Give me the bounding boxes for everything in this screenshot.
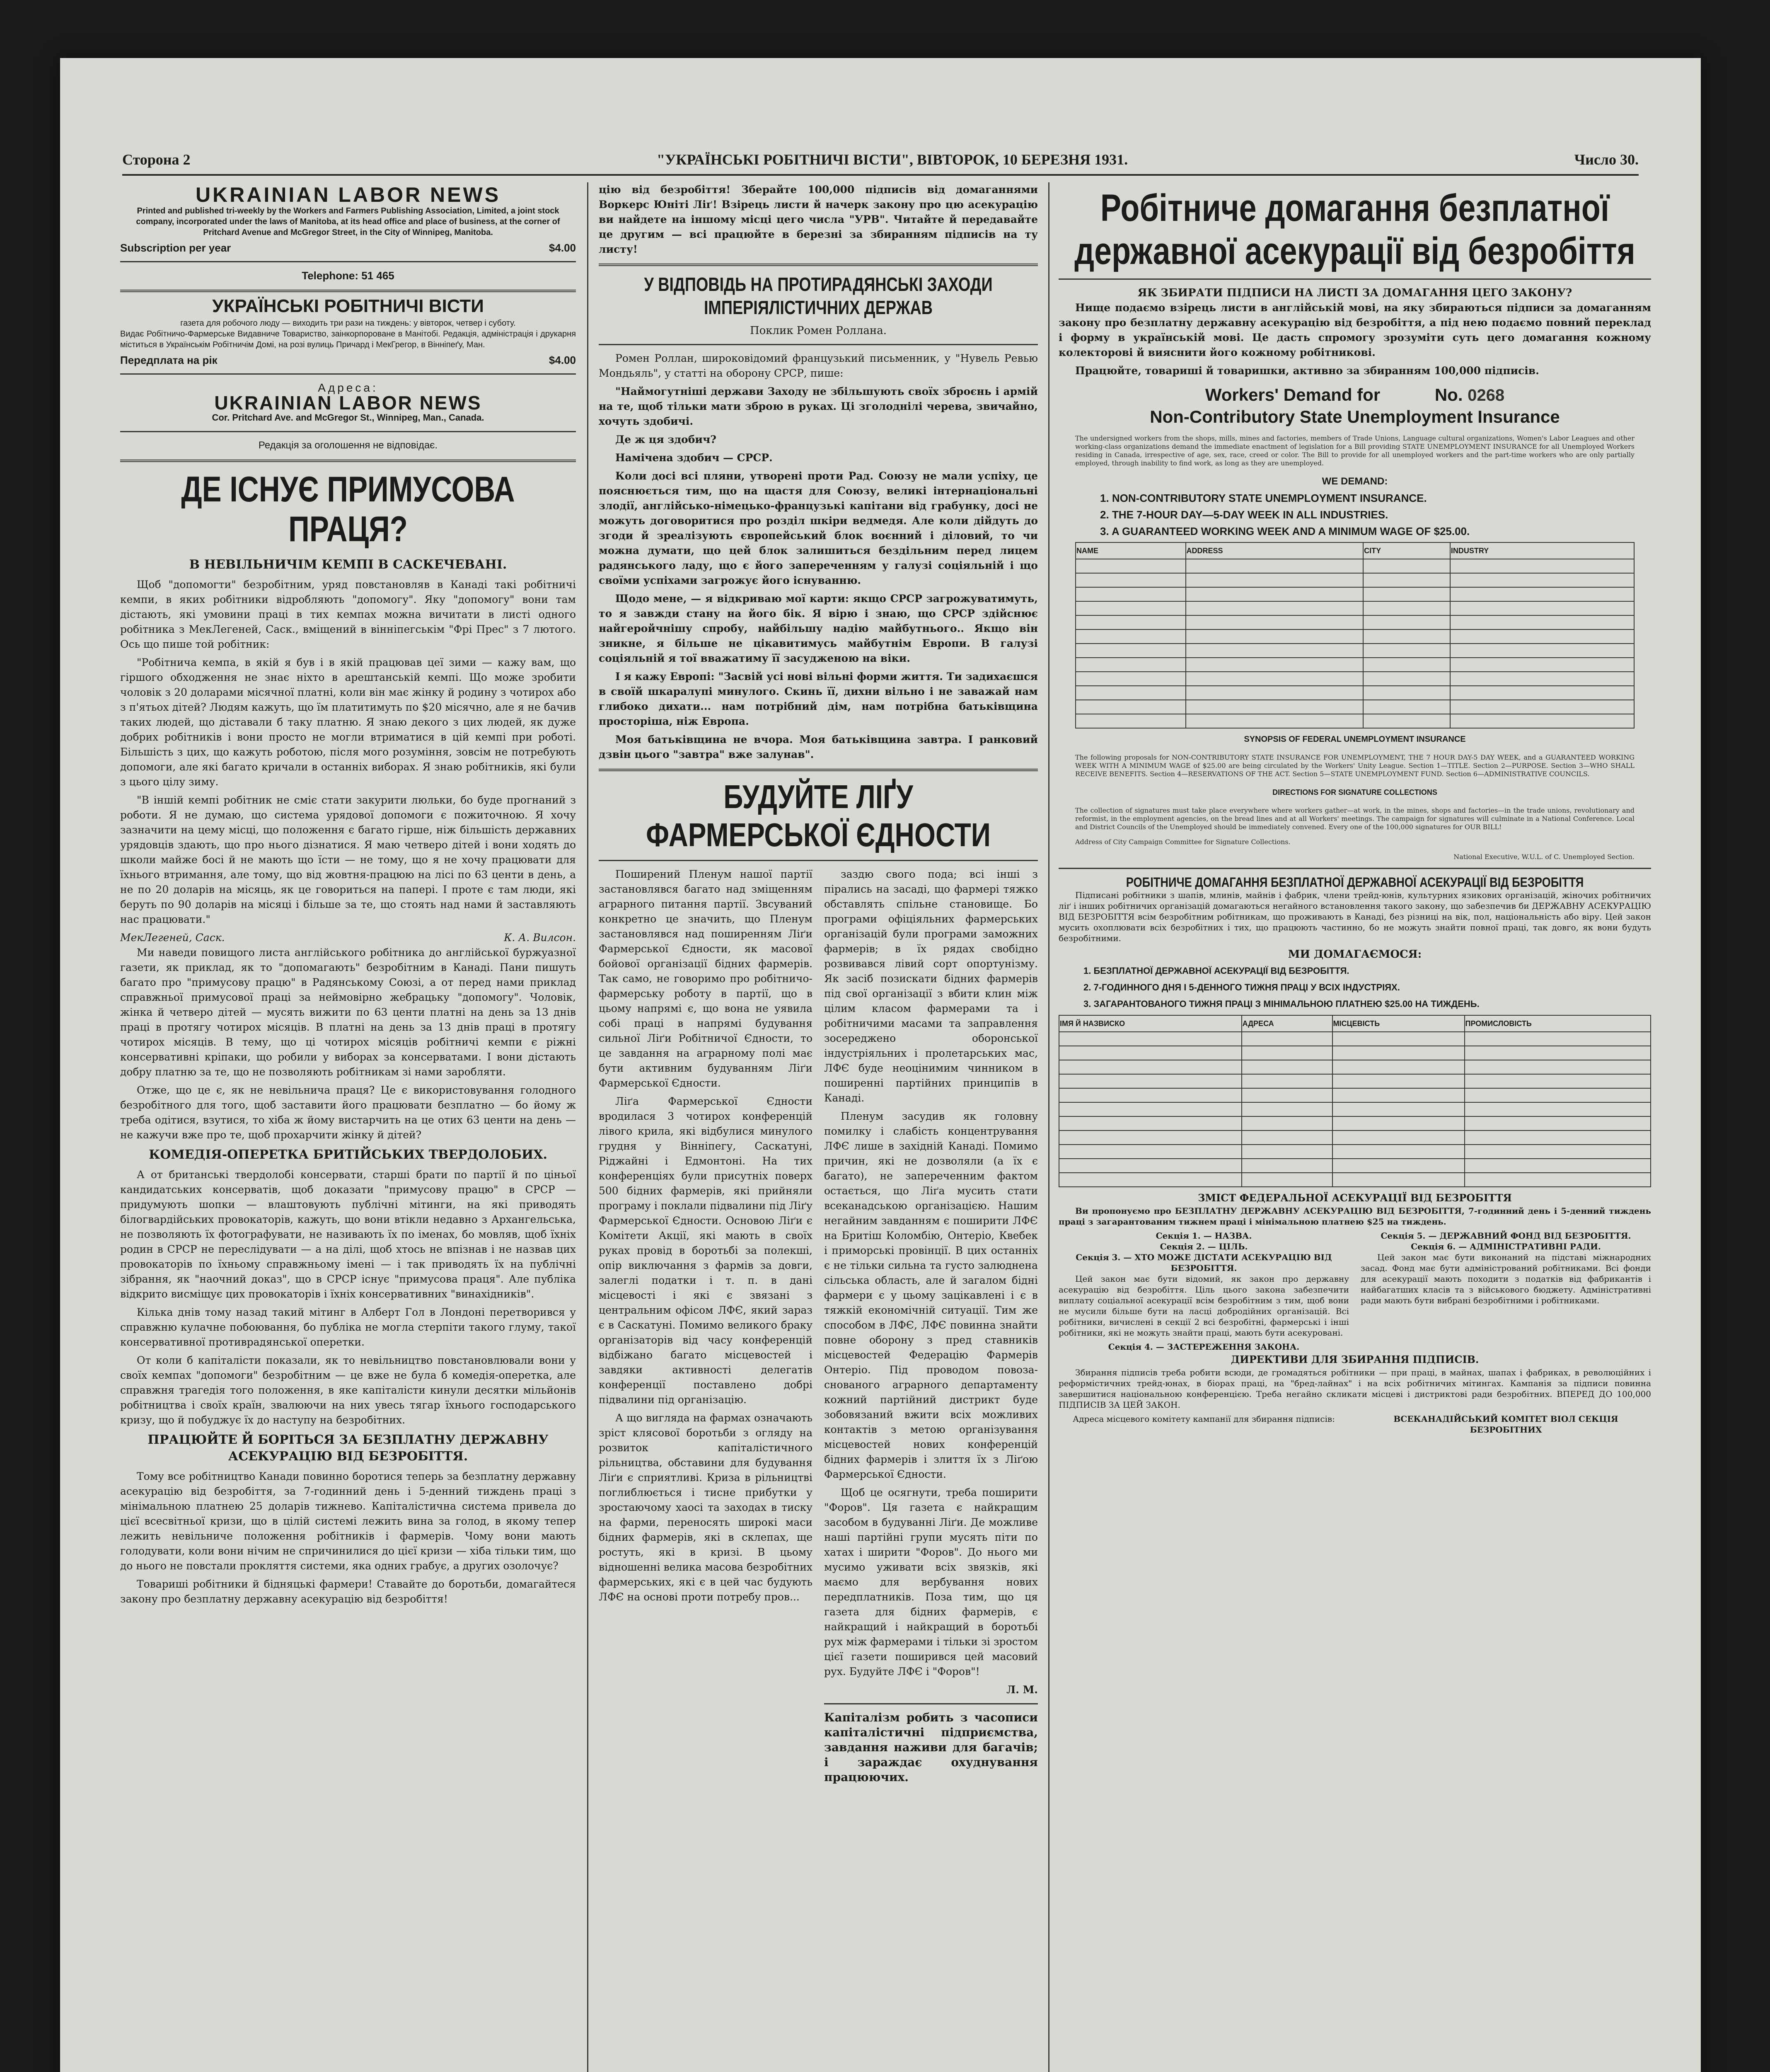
how-to-collect-subhead: ЯК ЗБИРАТИ ПІДПИСИ НА ЛИСТІ ЗА ДОМАГАННЯ ЦЕГО ЗАКОНУ? xyxy=(1137,287,1572,299)
demand-item: 3. A GUARANTEED WORKING WEEK AND A MINIMUM WAGE OF $25.00. xyxy=(1100,525,1470,537)
form-blurb: The undersigned workers from the shops, mills, mines and factories, members of Trade Unions, Language cultural organizations, Women's Labor Leagues and other working-class organizations demand the immediate enactment of legislation for a Bill providing STATE UNEMPLOYMENT INSURANCE for all Unemployed Workers residing in Canada, irrespective of age, sex, race, creed or color. The Bill to provide for all unemployed workers and the part-time workers who are only partially employed, through inability to find work, as long as they are unemployed. xyxy=(1075,434,1635,467)
signature-row[interactable] xyxy=(1076,629,1634,644)
page-header xyxy=(122,145,1639,176)
form-number: 0268 xyxy=(1468,386,1505,404)
section-text: Цей закон має бути відомий, як закон про державну асекурацію від безробіття. Ціль цього закона забезпечити виплату соціальної асекурації всім безробітним з тим, щоб вони не мусили більше бути на ласці добродійних організацій. Всі робітники, вичислені в секції 2 всі безробітні, фармерські і інші робітники, які не можуть знайти праці, мають бути асекуровані. xyxy=(1059,1274,1349,1338)
signature-row[interactable] xyxy=(1059,1116,1651,1130)
article-paragraph: заздю свого пода; всі інші з пірались на засаді, що фармері тяжко обставлять спільне становище. Бо програми офіціяльних фармерських організацій були програми заможних фармерів; в їх рядах свобідно розвивався лівий сорт опортунізму. Як засіб позискати бідних фармерів під свої організації з вбити клин між цілим класом фармерами та і робітничими масами та заправлення зосереджено оборонської індустріяльних і пролетарських мас, ЛФЄ буде неоцінимим чинником в поширенні партійних принципів в Канаді. xyxy=(824,868,1038,1104)
article-paragraph: Товариші робітники й бідняцькі фармери! Ставайте до боротьби, домагайтеся закону про безплатну державну асекурацію від безробіття! xyxy=(120,1578,576,1605)
ukrainian-masthead-schedule: газета для робочого люду — виходить три рази на тиждень: у вівторок, четвер і суботу. xyxy=(180,319,516,328)
signature-row[interactable] xyxy=(1076,615,1634,629)
subscription-label: Subscription per year xyxy=(120,242,231,254)
signature-row[interactable] xyxy=(1076,672,1634,686)
slogan-box: Капіталізм робить з часописи капіталістичні підприємства, завдання наживи для багачів; і зараждає охуднування працюючих. xyxy=(824,1711,1038,1784)
section-heading: Секція 2. — ЦІЛЬ. xyxy=(1160,1242,1248,1251)
paper-date-line: "УКРАЇНСЬКІ РОБІТНИЧІ ВІСТИ", ВІВТОРОК, 10 БЕРЕЗНЯ 1931. xyxy=(657,151,1128,168)
article-paragraph: Ромен Роллан, широковідомий французький письменник, у "Нувель Ревью Мондьяль", у статті на оборону СРСР, пише: xyxy=(599,352,1038,379)
signature-row[interactable] xyxy=(1059,1074,1651,1088)
signature-table xyxy=(1075,542,1635,729)
letter-signature xyxy=(120,930,576,945)
column-header-industry: INDUSTRY xyxy=(1450,542,1634,559)
headline-insurance-demand: Робітниче домагання безплатної державної асекурації від безробіття xyxy=(1074,187,1635,272)
article-paragraph: Ліґа Фармерської Єдности вродилася 3 чотирох конференцій лівого крила, які відбулися минулого грудня у Вінніпегу, Саскатуні, Ріджайні і Едмонтоні. На тих конференціях були присутніх поверх 500 бідних фармерів, які прийняли програму і поклали підвалини під Ліґу Фармерської Єдности. Основою Ліґи є Комітети Акції, які мають в своїх руках провід в боротьбі за полекші, опір виключання з фармів за довги, залеглі податки і т. п. в дані місцевості і які є звязані з центральним офісом ЛФЄ, який зараз є в Саскатуні. Помимо великого браку організаторів від часу конференцій відбіжано багато місцевостей і завдяки активності делегатів конференції поставлено добрі підвалини під організацію. xyxy=(599,1095,813,1406)
form-title xyxy=(1075,384,1635,406)
section-heading: Секція 3. — ХТО МОЖЕ ДІСТАТИ АСЕКУРАЦІЮ ВІД БЕЗРОБІТТЯ. xyxy=(1076,1252,1332,1273)
subhead-comedy: КОМЕДІЯ-ОПЕРЕТКА БРИТІЙСЬКИХ ТВЕРДОЛОБИХ. xyxy=(149,1147,547,1162)
signature-row[interactable] xyxy=(1076,686,1634,700)
form-number-label: No. xyxy=(1434,385,1463,404)
signature-row[interactable] xyxy=(1076,601,1634,615)
ukrainian-demand-item: 1. БЕЗПЛАТНОЇ ДЕРЖАВНОЇ АСЕКУРАЦІЇ ВІД БЕЗРОБІТТЯ. xyxy=(1083,966,1349,976)
directions-text: The collection of signatures must take place everywhere where workers gather—at work, in the mines, shops and factories—in the trade unions, revolutionary and reformist, in the employment agencies, on the bread lines and at all Workers' meetings. The campaign for signatures will culminate in a National Conference. Local and District Councils of the Unemployed should be immediately convened. Every one of the 100,000 signatures for OUR BILL! xyxy=(1075,806,1635,831)
column-1 xyxy=(120,182,576,2072)
address-label: Адреса: xyxy=(318,381,378,394)
synopsis-title: SYNOPSIS OF FEDERAL UNEMPLOYMENT INSURANCE xyxy=(1244,735,1466,744)
directions-title: DIRECTIONS FOR SIGNATURE COLLECTIONS xyxy=(1272,788,1437,796)
column-header-name: NAME xyxy=(1076,542,1186,559)
issue-number: Число 30. xyxy=(1574,151,1639,168)
section-heading: Секція 1. — НАЗВА. xyxy=(1156,1231,1252,1241)
farmers-league-article xyxy=(599,867,1038,1788)
article-paragraph: "Наймогутніші держави Заходу не збільшують своїх зброєнь і армій на те, щоб тільки мати зброю в руках. Ці зголоднілі черева, звичайно, хочуть здобичі. xyxy=(599,385,1038,427)
signature-row[interactable] xyxy=(1059,1088,1651,1102)
article-paragraph: А от британські твердолобі консервати, старші брати по партії й по ціньої кандидатських консерватів, щоб доказати "примусову працю" в СРСР — придумують шопки — влаштовують публічні мітинги, на які приводять білогвардійських провокаторів, кажуть, що вони втікли недавно з Архангельська, не позволяють їх фотографувати, не називають їх по іменах, бо мовляв, щоб їхніх родин в СРСР не переслідувати — а на ділі, щоб хтось не впізнав і не назвав цих провокаторів по їхньому справжньому імені — і так приводять їх на публічні зібрання, як "наочний доказ", що в СРСР існує "примусова праця". Але публіка відкрито висміщує цих провокаторів і їхніх консервативних "винахідників". xyxy=(120,1169,576,1300)
ukrainian-sign-off: ВСЕКАНАДІЙСЬКИЙ КОМІТЕТ ВІОЛ СЕКЦІЯ БЕЗРОБІТНИХ xyxy=(1393,1414,1618,1435)
intro-paragraph: Працюйте, товариші й товаришки, активно за збиранням 100,000 підписів. xyxy=(1075,365,1539,377)
ukrainian-footer xyxy=(1059,1414,1651,1435)
article-signature: Л. М. xyxy=(1006,1684,1038,1696)
synopsis-text: The following proposals for NON-CONTRIBUTORY STATE INSURANCE FOR UNEMPLOYMENT, THE 7 HOUR DAY-5 DAY WEEK, and a GUARANTEED WORKING WEEK WITH A MINIMUM WAGE of $25.00 are being circulated by the Workers' Unity League. Section 1—TITLE. Section 2—PURPOSE. Section 3—WHO SHALL RECEIVE BENEFITS. Section 4—RESERVATIONS OF THE ACT. Section 5—STATE UNEMPLOYMENT FUND. Section 6—ADMINISTRATIVE COUNCILS. xyxy=(1075,753,1635,778)
address-name: UKRAINIAN LABOR NEWS xyxy=(214,392,482,414)
english-masthead-blurb: Printed and published tri-weekly by the Workers and Farmers Publishing Association, Limited, a joint stock company, incorporated under the laws of Manitoba, at its head office and place of business, at the corner of Pritchard Avenue and McGregor Street, in the City of Winnipeg, Manitoba. xyxy=(136,206,560,237)
we-demand-label: WE DEMAND: xyxy=(1322,476,1388,487)
ukrainian-masthead-title: УКРАЇНСЬКІ РОБІТНИЧІ ВІСТИ xyxy=(212,296,484,316)
column-header-industry: ПРОМИСЛОВІСТЬ xyxy=(1465,1015,1651,1032)
column-3 xyxy=(1059,182,1651,2072)
ukrainian-address-line: Адреса місцевого комітету кампанії для збирання підписів: xyxy=(1073,1414,1335,1424)
section-heading: Секція 6. — АДМІНІСТРАТИВНІ РАДИ. xyxy=(1411,1242,1601,1251)
ukr-subscription-row xyxy=(120,353,576,368)
ukrainian-directions-title: ДИРЕКТИВИ ДЛЯ ЗБИРАННЯ ПІДПИСІВ. xyxy=(1231,1353,1479,1365)
ukrainian-directions-text: Збирання підписів треба робити всюди, де громадяться робітники — при праці, в майнах, шапах і фабриках, в революційних і реформістичних трейд-юнах, в біорах праці, на "бред-лайнах" і на всіх робітничих мітингах. Кампанія за підписи повинна завершитися національною конференцією. Треба негайно скликати місцеві і дистриктові ради безробітних. ВПЕРЕД ДО 100,000 ПІДПИСІВ ЗА ЦЕЙ ЗАКОН. xyxy=(1059,1368,1651,1410)
address-line: Cor. Pritchard Ave. and McGregor St., Winnipeg, Man., Canada. xyxy=(212,412,484,423)
signature-row[interactable] xyxy=(1076,714,1634,728)
page-number: Сторона 2 xyxy=(122,151,191,168)
signature-place: МекЛегеней, Саск. xyxy=(120,932,225,944)
section-text: Цей закон має бути виконаний на підставі міжнародних засад. Фонд має бути адміністрований робітниками. Всі фонди для асекурації мають походити з податків від фабрикантів і найбагатших класів та з військового бюджету. Адміністративні ради мають бути вибрані безробітними і робітниками. xyxy=(1361,1252,1651,1305)
article-paragraph: Ми наведи повищого листа англійського робітника до англійської буржуазної газети, як приклад, як то "допомагають" безробітним в Канаді. Пани пишуть багато про "примусову працю" в Радянському Союзі, а от перед нами приклад справжньої примусової праці за неймовірно жебрацьку "допомогу". Чоловік, жінка й четверо дітей — мусять вижити по 63 центи платні на день за 13 днів праці в протягу чотирох місяців. В платні на день за 13 днів праці в протягу чотирох місяців. В тему, що ці чотирох місяців робітничі кемпи є ріжні консервативні кріпаки, що робили у виборах за консерватами. І вони дістають добру платню за те, що не позволяють робітникам зі нами заробляти. xyxy=(120,946,576,1078)
article-paragraph: Пленум засудив як головну помилку і слабість концентрування ЛФЄ лише в західній Канаді. Помимо причин, які не дозволяли (а їх є багато), не запереченним фактом остається, що Ліґа мусить стати всеканадською організацією. Нашим негайним завданням є поширити ЛФЄ на Бритіш Коломбію, Онтеріо, Квебек і приморські провінції. В цих останніх є не тільки сильна та густо залюднена сільська область, але й загалом бідні фармери є у цьому зацікавлені і є в тяжкій економічній ситуації. Тим же способом в ЛФЄ, ЛФЄ повинна знайти повне оборону з пред ставників місцевостей Федерацію Фармерів Онтеріо. Під проводом повозаснованого аграрного департаменту кожний партійний дистрикт буде зобовязаний вжити всіх можливих контактів з метою організування місцевостей нових конференцій бідних фармерів і злиття їх з Ліґою Фармерської Єдности. xyxy=(824,1110,1038,1480)
signature-row[interactable] xyxy=(1059,1102,1651,1116)
article-paragraph: Коли досі всі пляни, утворені проти Рад. Союзу не мали успіху, це пояснюється тим, що на щастя для Союзу, великі інтернаціональні злодії, англійсько-німецько-французькі капітани від грабунку, досі не можуть договоритися про розділ шкіри ведмедя. Але коли дійдуть до згоди й зреалізують європейський блок воєнний і діловий, то чи можна думати, що цей блок залишиться бездільним перед лицем радянського ладу, що є його запереченням у галузі соціяльній і що своїми успіхами загрожує його існуванню. xyxy=(599,470,1038,586)
signature-row[interactable] xyxy=(1059,1130,1651,1145)
signature-row[interactable] xyxy=(1076,587,1634,601)
article-paragraph: А що вигляда на фармах означають зріст клясової боротьби з огляду на розвиток капіталістичного рільництва, обставини для будування Ліґи є сприятливі. Криза в рільництві поглиблюється і тисне прибутки у зростаючому хаосі та заходах в тиску на фарми, переносять широкі маси бідних фармерів, які в склепах, ще ростуть, які в кризі. В цьому відношенні велика масова безробітних фармерських, які є в цей час будують ЛФЄ на основі проти потребу пров... xyxy=(599,1412,812,1603)
column-header-address: ADDRESS xyxy=(1186,542,1364,559)
signature-row[interactable] xyxy=(1076,658,1634,672)
ukrainian-demand-item: 3. ЗАГАРАНТОВАНОГО ТИЖНЯ ПРАЦІ З МІНІМАЛЬНОЮ ПЛАТНЕЮ $25.00 НА ТИЖДЕНЬ. xyxy=(1083,999,1480,1009)
ukrainian-form-title: РОБІТНИЧЕ ДОМАГАННЯ БЕЗПЛАТНОЇ ДЕРЖАВНОЇ АСЕКУРАЦІЇ ВІД БЕЗРОБІТТЯ xyxy=(1126,875,1584,890)
sections-block xyxy=(1059,1230,1651,1352)
form-title-line-1: Workers' Demand for xyxy=(1205,385,1381,404)
signature-row[interactable] xyxy=(1076,573,1634,587)
signature-row[interactable] xyxy=(1059,1173,1651,1187)
demand-item: 1. NON-CONTRIBUTORY STATE UNEMPLOYMENT INSURANCE. xyxy=(1100,492,1427,504)
ukrainian-form-text: Підписані робітники з шапів, млинів, майнів і фабрик, члени трейд-юнів, культурних язикових організацій, жіночих робітничих ліґ і інших робітничих організацій домагаються негайного встановлення такого закону, що забезпечив би ДЕРЖАВНУ АСЕКУРАЦІЮ ВІД БЕЗРОБІТТЯ всім безробітним робітникам, що проживають в Канаді, без різниці на вік, пол, національність або віру. Цей закон мусить охоплювати всіх безробітних і тих, що працюють частинно, бо не можуть знайти повної праці, так довго, як вони будуть безробітними. xyxy=(1059,890,1651,943)
signature-row[interactable] xyxy=(1059,1032,1651,1046)
ukr-subscription-label: Передплата на рік xyxy=(120,354,218,366)
article-paragraph: "Робітнича кемпа, в якій я був і в якій працював цеї зими — кажу вам, що гіршого обходження не знає ніхто в арештанській кемпі. Що може зробити чоловік з 20 доларами місячної платні, коли він має жінку й родину з чотирох або з п'ятьох дітей? Людям кажуть, що їм платитимуть по $20 місячно, але я не бачив таких людей, що діставали б таку платню. Я знаю декого з цих людей, як дуже добрих робітників і вони просто не могли втриматися в цій кемпі при роботі. Більшість з цих, що кажуть роботою, після мого розуміння, зовсім не потребують допомоги, але які багато кричали в останніх виборах. Я знаю робітників, які були з цього цілу зиму. xyxy=(120,656,576,788)
section-heading: Секція 5. — ДЕРЖАВНИЙ ФОНД ВІД БЕЗРОБІТТЯ. xyxy=(1381,1231,1631,1241)
article-paragraph: Щоб "допомогти" безробітним, уряд повстановляв в Канаді такі робітничі кемпи, в яких робітники відробляють "допомогу". Яку "допомогу" вони там дістають, які умовини праці в тих кемпах можна вичитати в листі одного робітника з МекЛегеней, Саск., вміщений в вінніпегськім "Фрі Прес" з 7 лютого. Ось що пише той робітник: xyxy=(120,579,576,650)
subhead-work-and-fight: ПРАЦЮЙТЕ Й БОРІТЬСЯ ЗА БЕЗПЛАТНУ ДЕРЖАВНУ АСЕКУРАЦІЮ ВІД БЕЗРОБІТТЯ. xyxy=(148,1433,549,1464)
signature-row[interactable] xyxy=(1076,700,1634,714)
article-paragraph: Отже, що це є, як не невільнича праця? Це є використовування голодного безробітного для того, щоб заставити його працювати безплатно — бо йому ж треба одітися, взутися, то хіба ж йому вистарчить на це отих 63 центи на день — не кажучи вже про те, щоб прохарчити жінку й дітей? xyxy=(120,1084,576,1141)
column-rule xyxy=(587,182,588,2072)
byline: Поклик Ромен Роллана. xyxy=(750,324,887,337)
column-header-address: АДРЕСА xyxy=(1242,1015,1332,1032)
demand-item: 2. THE 7-HOUR DAY—5-DAY WEEK IN ALL INDUSTRIES. xyxy=(1100,508,1388,521)
ukrainian-demand-title: МИ ДОМАГАЄМОСЯ: xyxy=(1288,948,1422,961)
ukr-subscription-price: $4.00 xyxy=(549,354,576,366)
signature-row[interactable] xyxy=(1076,644,1634,658)
ukrainian-demand-item: 2. 7-ГОДИННОГО ДНЯ І 5-ДЕННОГО ТИЖНЯ ПРАЦІ У ВСІХ ІНДУСТРІЯХ. xyxy=(1083,982,1400,992)
article-paragraph: Моя батьківщина не вчора. Моя батьківщина завтра. І ранковий дзвін цього "завтра" вже залунав". xyxy=(599,733,1038,760)
newspaper-page xyxy=(60,58,1701,2072)
signature-row[interactable] xyxy=(1059,1145,1651,1159)
signature-row[interactable] xyxy=(1059,1060,1651,1074)
form-title-line-2: Non-Contributory State Unemployment Insurance xyxy=(1150,407,1560,426)
telephone: Telephone: 51 465 xyxy=(302,269,394,282)
form-sign-off: National Executive, W.U.L. of C. Unemployed Section. xyxy=(1453,853,1635,861)
subscription-row xyxy=(120,240,576,255)
signature-row[interactable] xyxy=(1059,1159,1651,1173)
ukrainian-synopsis-text: Ви пропонуємо про БЕЗПЛАТНУ ДЕРЖАВНУ АСЕКУРАЦІЮ ВІД БЕЗРОБІТТЯ, 7-годинний день і 5-денний тиждень праці з загарантованим тижнем праці і мінімальною платнею $25 на тиждень. xyxy=(1059,1206,1651,1227)
column-header-city: МІСЦЕВІСТЬ xyxy=(1332,1015,1465,1032)
article-paragraph: "В іншій кемпі робітник не сміє стати закурити люльки, бо буде прогнаний з роботи. Я не думаю, що система урядової допомоги є пожиточною. Я хочу зазначити на цему місці, що положення є багато гірше, ніж більшість державних урядовців здають, що про нього дізнатися. Я маю четверо дітей і вони ходять до школи майже босі й не мають що їсти — не тому, що я не хочу працювати для їхнього втримання, але тому, що від жовтня-працюю на лісі по 63 центи в день, а не по 20 доларів на місяць, як це говориться на папері. І проте є там люди, які беруть по 90 доларів на місяці і більше за те, що стоять над нами й заставляють нас працювати." xyxy=(120,794,576,925)
column-2 xyxy=(599,182,1038,2072)
ukrainian-synopsis-title: ЗМІСТ ФЕДЕРАЛЬНОЇ АСЕКУРАЦІЇ ВІД БЕЗРОБІТТЯ xyxy=(1198,1192,1512,1204)
headline-farmers-league: БУДУЙТЕ ЛІҐУ ФАРМЕРСЬКОЇ ЄДНОСТИ xyxy=(646,778,991,853)
english-masthead-title: UKRAINIAN LABOR NEWS xyxy=(195,183,501,206)
article-paragraph: Намічена здобич — СРСР. xyxy=(615,452,773,464)
article-paragraph: Тому все робітництво Канади повинно боротися теперь за безплатну державну асекурацію від безробіття, за 7-годинний день і 5-денний тиждень праці з мінімальною платнею 25 доларів тижнево. Капіталістична система привела до цієї всесвітньої кризи, що в цілій системі лежить вина за голод, в якому тепер лежить невільниче положення робітників і фармерів. Чому вони мають голодувати, коли вони нічим не спричинилися до цієї кризи — хіба тільки тим, що до нього не повстали прокляття системи, яка одних грабує, а других озолочує? xyxy=(120,1470,576,1572)
article-paragraph: І я кажу Европі: "Засвій усі нові вільні форми життя. Ти задихаєшся в своїй шкаралупі минулого. Скинь її, дихни вільно і не заважай нам глибоко дихати... нам потрібний дім, нам потрібна батьківщина просторіша, ніж Европа. xyxy=(599,670,1038,727)
signature-row[interactable] xyxy=(1076,559,1634,573)
signature-name: К. А. Вилсон. xyxy=(504,932,576,944)
article-paragraph: Де ж ця здобич? xyxy=(615,433,716,445)
article-paragraph: Поширений Пленум нашої партії застановлявся багато над зміщенням аграрного питання партії. Звсуваний конкретно це значить, що Пленум застановлявся над поширенням Ліґи Фармерської Єдности, як масової бойової організації бідних фармерів. Так само, не говоримо про робітничо-фармерську роботу в партії, що в цьому напрямі є, що вона не уявила собі праці в напрямі будування сильної Ліґи Робітничої Єдности, то це завдання на аграрному полі має бути активним будуванням Ліґи Фармерської Єдности. xyxy=(599,868,812,1089)
campaign-address-line: Address of City Campaign Committee for Signature Collections. xyxy=(1075,838,1291,846)
article-paragraph: Кілька днів тому назад такий мітинг в Алберт Гол в Лондоні перетворився у справжню кулачне побоювання, бо публіка не могла стерпіти такого глуму, такої консервативної противрадянської оперетки. xyxy=(120,1306,576,1348)
article-paragraph: От коли б капіталісти показали, як то невільництво повстановлювали вони у своїх кемпах "допомоги" безробітним — це вже не була б комедія-оперетка, але справжня трагедія того положення, в яке капіталісти кинули десятки мільйонів робітництва і своїх країн, звалюючи на них увесь тягар їхнього господарського кризу, що й побуджує їх до наступу на безробітних. xyxy=(120,1354,576,1426)
english-petition-form xyxy=(1075,384,1635,861)
intro-paragraph: цію від безробіття! Зберайте 100,000 підписів від домаганнями Воркерс Юніті Ліґ! Взірець листи й начерк закону про цю асекурацію ви найдете на іншому місці цего числа "УРВ". Читайте й передавайте це другим — всі працюйте в березні за збиранням підписів на ту листу! xyxy=(599,184,1038,255)
signature-row[interactable] xyxy=(1059,1046,1651,1060)
intro-paragraph: Нище подаємо взірець листи в англійській мові, на яку збираються підписи за домаганням закону про безплатну державну асекурацію від безробіття, а під нею подаємо повний переклад і форму в українській мові. Це дасть спромогу зрозуміти суть цего домагання кожному колекторові й вияснити його кожному робітникові. xyxy=(1059,302,1651,358)
masthead xyxy=(120,183,576,462)
column-header-city: CITY xyxy=(1363,542,1450,559)
subscription-price: $4.00 xyxy=(549,242,576,254)
disclaimer: Редакція за оголошення не відповідає. xyxy=(258,440,438,451)
article-paragraph: Щодо мене, — я відкриваю мої карти: якщо СРСР загрожуватимуть, то я завжди стану на його бік. Я вірю і знаю, що СРСР здійснює найгеройчнішу спробу, найбільшу надію майбутнього.. Якщо він зникне, я більше не цікавитимусь майбутнім Европи. В галузі соціяльній я тої вважатиму її засудженою на віки. xyxy=(599,593,1038,664)
headline-rolland: У ВІДПОВІДЬ НА ПРОТИРАДЯНСЬКІ ЗАХОДИ ІМПЕРІЯЛІСТИЧНИХ ДЕРЖАВ xyxy=(644,274,993,318)
subhead-saskatchewan: В НЕВІЛЬНИЧІМ КЕМПІ В САСКЕЧЕВАНІ. xyxy=(189,557,507,572)
headline-forced-labor: ДЕ ІСНУЄ ПРИМУСОВА ПРАЦЯ? xyxy=(181,470,515,549)
column-rule xyxy=(1048,182,1049,2072)
column-header-name: ІМЯ Й НАЗВИСКО xyxy=(1059,1015,1242,1032)
ukrainian-signature-table xyxy=(1059,1015,1651,1187)
section-heading: Секція 4. — ЗАСТЕРЕЖЕННЯ ЗАКОНА. xyxy=(1108,1342,1300,1352)
article-paragraph: Щоб це осягнути, треба поширити "Форов". Ця газета є найкращим засобом в будуванні Ліґи. Де можливе наші партійні групи мусять піти по хатах і ширити "Форов". До нього ми мусимо уживати всіх звязків, які маємо для вербування нових передплатників. Поза тим, що ця газета для бідних фармерів, є найкращий і найкращий в боротьбі рух між фармерами і тільки зі зростом цієї газети поширився цей масовий рух. Будуйте ЛФЄ і "Форов"! xyxy=(824,1486,1038,1677)
ukrainian-masthead-publisher: Видає Робітничо-Фармерське Видавниче Товариство, заінкорпороване в Манітобі. Редакція, адміністрація і друкарня міститься в Українськім Робітничім Домі, на розі вулиць Причард і МекГрегор, в Вінніпеґу, Ман. xyxy=(120,329,576,349)
